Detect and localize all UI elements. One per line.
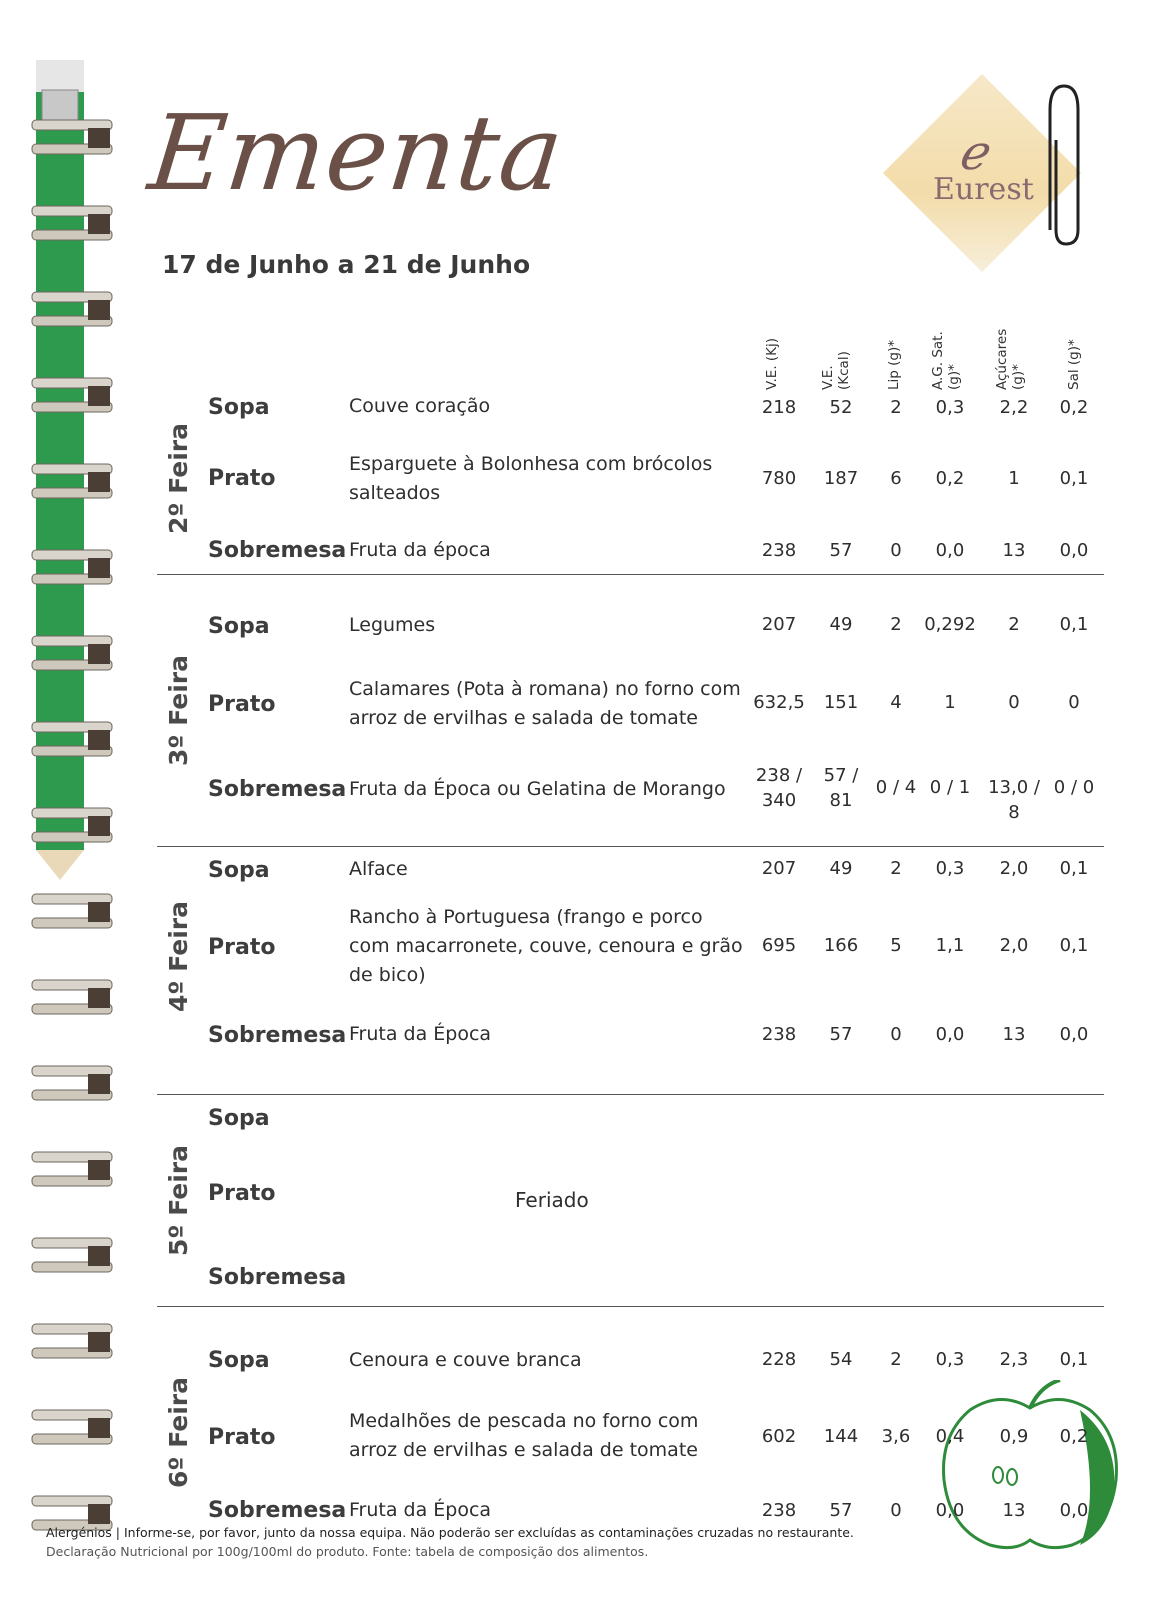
value-acucares: 13,0 / 8 [988, 777, 1040, 823]
dish-name: Medalhões de pescada no forno com arroz de ervilhas e salada de tomate [349, 1410, 699, 1461]
value-kcal: 54 [829, 1349, 853, 1370]
day-label: 4º Feira [164, 901, 193, 1012]
value-kcal: 49 [829, 614, 853, 635]
value-sal: 0,0 [1059, 1024, 1089, 1045]
dish-name: Legumes [349, 614, 436, 636]
value-lip: 2 [890, 397, 902, 418]
value-acucares: 13 [1002, 1500, 1026, 1521]
column-header-ag-sat: A.G. Sat. (g)* [930, 331, 962, 390]
day-separator [157, 846, 1104, 847]
dish-name: Fruta da época [349, 539, 491, 561]
value-ag-sat: 0,3 [935, 858, 965, 879]
value-lip: 6 [890, 468, 902, 489]
date-range: 17 de Junho a 21 de Junho [162, 250, 531, 279]
value-kcal: 57 [829, 1024, 853, 1045]
spiral-ring [32, 1324, 112, 1358]
value-lip: 0 [890, 1024, 902, 1045]
spiral-ring [32, 894, 112, 928]
column-header-lip: Lip (g)* [886, 340, 902, 390]
value-kj: 218 [761, 397, 797, 418]
value-sal: 0,1 [1059, 468, 1089, 489]
dish-name: Fruta da Época ou Gelatina de Morango [349, 778, 726, 800]
value-sal: 0,0 [1059, 1500, 1089, 1521]
spiral-ring [32, 1410, 112, 1444]
dish-name: Calamares (Pota à romana) no forno com arroz de ervilhas e salada de tomate [349, 678, 741, 729]
value-kj: 632,5 [753, 692, 805, 713]
value-kcal: 151 [823, 692, 859, 713]
value-kj: 207 [761, 858, 797, 879]
value-kj: 695 [761, 935, 797, 956]
spiral-ring [32, 1152, 112, 1186]
course-label-sobremesa: Sobremesa [208, 1498, 347, 1523]
dish-name: Couve coração [349, 395, 491, 417]
dish-name: Alface [349, 858, 408, 880]
value-acucares: 2,0 [999, 858, 1029, 879]
value-sal: 0,0 [1059, 540, 1089, 561]
course-label-sobremesa: Sobremesa [208, 777, 347, 802]
value-ag-sat: 0,2 [935, 468, 965, 489]
value-kj: 238 / 340 [755, 765, 803, 811]
value-lip: 3,6 [881, 1426, 911, 1447]
allergens-note: Alergénios | Informe-se, por favor, junto da nossa equipa. Não poderão ser excluídas as contaminações cruzadas no restaurante. [46, 1525, 854, 1540]
day-label: 3º Feira [164, 655, 193, 766]
course-label-prato: Prato [208, 935, 276, 960]
value-ag-sat: 1,1 [935, 935, 965, 956]
dish-name: Fruta da Época [349, 1023, 492, 1045]
dish-name: Esparguete à Bolonhesa com brócolos salteados [349, 453, 713, 504]
value-acucares: 2,0 [999, 935, 1029, 956]
value-ag-sat: 0,4 [935, 1426, 965, 1447]
value-kcal: 57 [829, 540, 853, 561]
value-sal: 0 [1068, 692, 1080, 713]
day-label: 5º Feira [164, 1145, 193, 1256]
value-sal: 0,2 [1059, 1426, 1089, 1447]
value-sal: 0,1 [1059, 614, 1089, 635]
course-label-sobremesa: Sobremesa [208, 538, 347, 563]
value-ag-sat: 0,0 [935, 1024, 965, 1045]
value-kcal: 57 [829, 1500, 853, 1521]
day-separator [157, 1094, 1104, 1095]
value-sal: 0,1 [1059, 1349, 1089, 1370]
value-kcal: 49 [829, 858, 853, 879]
value-lip: 4 [890, 692, 902, 713]
value-kj: 228 [761, 1349, 797, 1370]
course-label-sobremesa: Sobremesa [208, 1023, 347, 1048]
value-sal: 0,1 [1059, 935, 1089, 956]
eurest-logo-text: Eurest [933, 172, 1034, 207]
value-kcal: 187 [823, 468, 859, 489]
dish-name: Rancho à Portuguesa (frango e porco com macarronete, couve, cenoura e grão de bico) [349, 906, 743, 986]
dish-name: Fruta da Época [349, 1499, 492, 1521]
course-label-sopa: Sopa [208, 858, 270, 883]
value-sal: 0 / 0 [1053, 777, 1095, 798]
course-label-sopa: Sopa [208, 395, 270, 420]
value-kj: 238 [761, 540, 797, 561]
value-kcal: 57 / 81 [823, 765, 859, 811]
course-label-prato: Prato [208, 466, 276, 491]
value-ag-sat: 0,3 [935, 1349, 965, 1370]
value-lip: 2 [890, 858, 902, 879]
value-lip: 5 [890, 935, 902, 956]
eurest-logo-icon: ℯ [958, 125, 987, 181]
course-label-prato: Prato [208, 1425, 276, 1450]
column-header-kcal: V.E. (Kcal) [820, 351, 852, 390]
value-acucares: 2,2 [999, 397, 1029, 418]
spiral-ring [32, 980, 112, 1014]
value-sal: 0,2 [1059, 397, 1089, 418]
apple-icon [930, 1380, 1130, 1550]
value-lip: 0 [890, 540, 902, 561]
column-header-sal: Sal (g)* [1066, 339, 1082, 390]
value-acucares: 2,3 [999, 1349, 1029, 1370]
course-label-sopa: Sopa [208, 614, 270, 639]
value-lip: 0 / 4 [875, 777, 917, 798]
value-kcal: 144 [823, 1426, 859, 1447]
day-separator [157, 574, 1104, 575]
column-header-kj: V.E. (Kj) [764, 337, 780, 390]
value-ag-sat: 0,0 [935, 1500, 965, 1521]
value-lip: 2 [890, 614, 902, 635]
value-lip: 0 [890, 1500, 902, 1521]
course-label-sopa: Sopa [208, 1348, 270, 1373]
value-kcal: 166 [823, 935, 859, 956]
value-acucares: 0,9 [999, 1426, 1029, 1447]
dish-name: Cenoura e couve branca [349, 1349, 582, 1371]
value-acucares: 2 [1008, 614, 1020, 635]
value-sal: 0,1 [1059, 858, 1089, 879]
nutrition-note: Declaração Nutricional por 100g/100ml do produto. Fonte: tabela de composição dos alimentos. [46, 1544, 649, 1559]
value-kj: 238 [761, 1500, 797, 1521]
value-acucares: 1 [1008, 468, 1020, 489]
holiday-text: Feriado [515, 1188, 589, 1212]
day-label: 6º Feira [164, 1377, 193, 1488]
value-acucares: 13 [1002, 540, 1026, 561]
value-kj: 602 [761, 1426, 797, 1447]
value-ag-sat: 0 / 1 [929, 777, 971, 798]
value-kj: 780 [761, 468, 797, 489]
page-title: Ementa [143, 92, 570, 214]
value-lip: 2 [890, 1349, 902, 1370]
course-label-sobremesa: Sobremesa [208, 1265, 347, 1290]
day-separator [157, 1306, 1104, 1307]
spiral-ring [32, 1238, 112, 1272]
paperclip-icon [1040, 80, 1088, 250]
course-label-prato: Prato [208, 1181, 276, 1206]
value-acucares: 0 [1008, 692, 1020, 713]
value-ag-sat: 0,292 [924, 614, 976, 635]
course-label-sopa: Sopa [208, 1106, 270, 1131]
column-header-acucares: Açúcares (g)* [994, 328, 1026, 390]
value-acucares: 13 [1002, 1024, 1026, 1045]
value-ag-sat: 1 [944, 692, 956, 713]
notebook-spiral [28, 60, 118, 1540]
value-ag-sat: 0,0 [935, 540, 965, 561]
value-kcal: 52 [829, 397, 853, 418]
value-kj: 238 [761, 1024, 797, 1045]
value-kj: 207 [761, 614, 797, 635]
spiral-ring [32, 1066, 112, 1100]
course-label-prato: Prato [208, 692, 276, 717]
value-ag-sat: 0,3 [935, 397, 965, 418]
day-label: 2º Feira [164, 423, 193, 534]
